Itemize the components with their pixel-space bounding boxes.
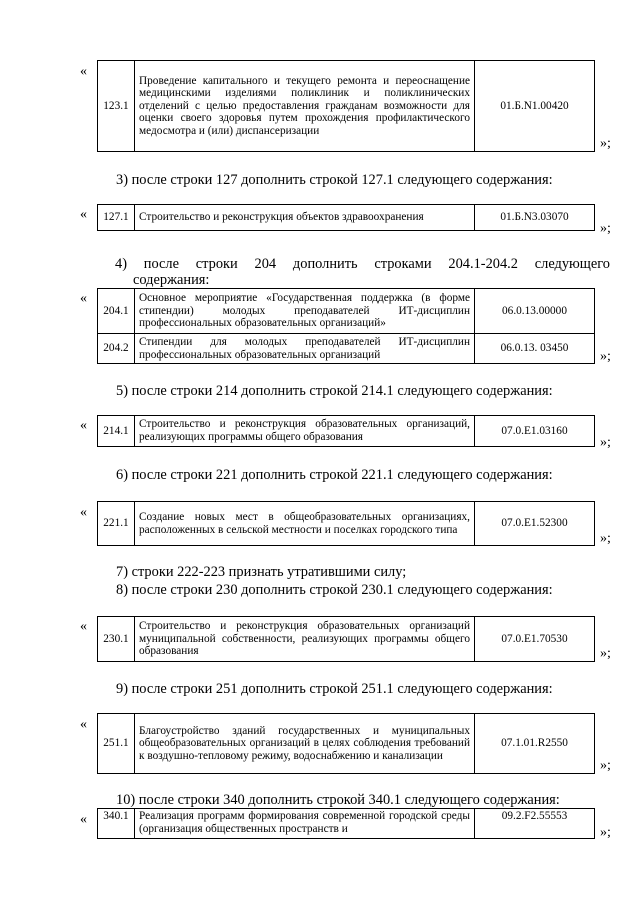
row-number: 230.1 <box>98 617 135 662</box>
row-number: 127.1 <box>98 205 135 231</box>
table-row <box>98 416 595 447</box>
row-number: 204.1 <box>98 289 135 334</box>
row-code: 06.0.13. 03450 <box>475 334 595 364</box>
table-row <box>98 809 595 839</box>
row-code: 07.0.E1.03160 <box>475 416 595 447</box>
row-number: 340.1 <box>98 809 135 839</box>
row-description: Реализация программ формирования современной городской среды (организация общественных пространств и <box>135 809 475 839</box>
amendment-table-214-1 <box>97 415 595 447</box>
row-code: 07.1.01.R2550 <box>475 714 595 774</box>
amendment-table-251-1 <box>97 713 595 774</box>
amendment-table-230-1 <box>97 616 595 662</box>
paragraph-4-line-1: 4) после строки 204 дополнить строками 204.1-204.2 следующего <box>115 256 610 272</box>
paragraph-10: 10) после строки 340 дополнить строкой 340.1 следующего содержания: <box>116 792 560 808</box>
paragraph-3: 3) после строки 127 дополнить строкой 127.1 следующего содержания: <box>116 172 553 188</box>
paragraph-4-line-2: содержания: <box>133 272 210 288</box>
paragraph-5: 5) после строки 214 дополнить строкой 214.1 следующего содержания: <box>116 383 553 399</box>
amendment-table-221-1 <box>97 501 595 546</box>
paragraph-7: 7) строки 222-223 признать утратившими силу; <box>116 564 407 580</box>
amendment-table-204 <box>97 288 595 364</box>
row-number: 221.1 <box>98 502 135 546</box>
row-description: Благоустройство зданий государственных и муниципальных общеобразовательных организаций в целях соблюдения требований к воздушно-тепловому режиму, водоснабжению и канализации <box>135 714 475 774</box>
closing-quote: »; <box>600 825 611 840</box>
paragraph-9: 9) после строки 251 дополнить строкой 251.1 следующего содержания: <box>116 681 553 697</box>
amendment-table-123-1 <box>97 60 595 152</box>
opening-quote: « <box>80 619 87 634</box>
opening-quote: « <box>80 418 87 433</box>
opening-quote: « <box>80 64 87 79</box>
table-row <box>98 502 595 546</box>
closing-quote: »; <box>600 758 611 773</box>
row-number: 214.1 <box>98 416 135 447</box>
table-row <box>98 205 595 231</box>
opening-quote: « <box>80 717 87 732</box>
table-row <box>98 714 595 774</box>
row-code: 01.Б.N1.00420 <box>475 61 595 152</box>
row-description: Создание новых мест в общеобразовательных организациях, расположенных в сельской местности и поселках городского типа <box>135 502 475 546</box>
table-row <box>98 61 595 152</box>
closing-quote: »; <box>600 531 611 546</box>
row-description: Стипендии для молодых преподавателей ИТ-дисциплин профессиональных образовательных организаций <box>135 334 475 364</box>
row-description: Строительство и реконструкция образовательных организаций муниципальной собственности, реализующих программы общего образования <box>135 617 475 662</box>
row-description: Проведение капитального и текущего ремонта и переоснащение медицинскими изделиями поликлиник и поликлинических отделений с целью предоставления гражданам возможности для оценки своего здоровья путем прохождения профилактического медосмотра и (или) диспансеризации <box>135 61 475 152</box>
closing-quote: »; <box>600 221 611 236</box>
closing-quote: »; <box>600 349 611 364</box>
row-code: 07.0.E1.70530 <box>475 617 595 662</box>
row-code: 07.0.E1.52300 <box>475 502 595 546</box>
row-number: 123.1 <box>98 61 135 152</box>
row-code: 09.2.F2.55553 <box>475 809 595 839</box>
paragraph-4 <box>115 256 610 288</box>
row-code: 06.0.13.00000 <box>475 289 595 334</box>
table-row <box>98 334 595 364</box>
closing-quote: »; <box>600 435 611 450</box>
row-description: Строительство и реконструкция образовательных организаций, реализующих программы общего образования <box>135 416 475 447</box>
paragraph-6: 6) после строки 221 дополнить строкой 221.1 следующего содержания: <box>116 467 553 483</box>
row-description: Строительство и реконструкция объектов здравоохранения <box>135 205 475 231</box>
table-row <box>98 617 595 662</box>
closing-quote: »; <box>600 136 611 151</box>
amendment-table-340-1 <box>97 808 595 839</box>
opening-quote: « <box>80 207 87 222</box>
opening-quote: « <box>80 291 87 306</box>
paragraph-8: 8) после строки 230 дополнить строкой 230.1 следующего содержания: <box>116 582 553 598</box>
closing-quote: »; <box>600 646 611 661</box>
row-number: 251.1 <box>98 714 135 774</box>
row-code: 01.Б.N3.03070 <box>475 205 595 231</box>
table-row <box>98 289 595 334</box>
row-number: 204.2 <box>98 334 135 364</box>
opening-quote: « <box>80 812 87 827</box>
opening-quote: « <box>80 505 87 520</box>
row-description: Основное мероприятие «Государственная поддержка (в форме стипендии) молодых преподавателей ИТ-дисциплин профессиональных образовательных организаций» <box>135 289 475 334</box>
amendment-table-127-1 <box>97 204 595 231</box>
